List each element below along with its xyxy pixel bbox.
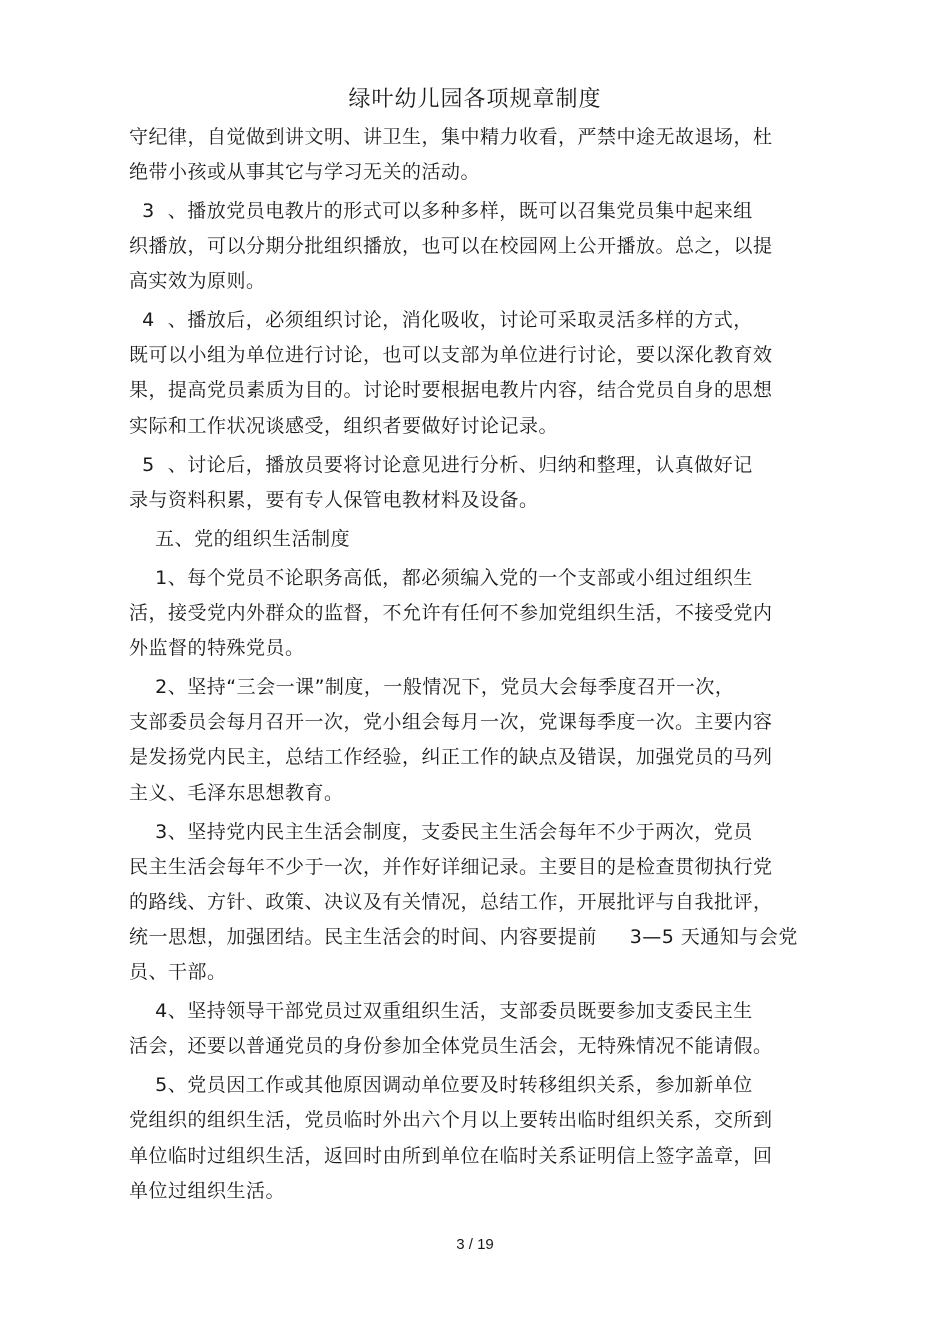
text-line: 1、每个党员不论职务高低，都必须编入党的一个支部或小组过组织生 bbox=[129, 567, 753, 589]
text-line: 4 、播放后，必须组织讨论，消化吸收，讨论可采取灵活多样的方式， bbox=[129, 309, 753, 331]
text-line: 活，接受党内外群众的监督，不允许有任何不参加党组织生活，不接受党内 bbox=[129, 602, 773, 624]
text-line: 单位临时过组织生活，返回时由所到单位在临时关系证明信上签字盖章，回 bbox=[129, 1145, 773, 1167]
text-line: 高实效为原则。 bbox=[129, 270, 266, 292]
text-line: 录与资料积累，要有专人保管电教材料及设备。 bbox=[129, 489, 539, 511]
text-line: 守纪律，自觉做到讲文明、讲卫生，集中精力收看，严禁中途无故退场，杜 bbox=[129, 126, 773, 148]
text-line: 主义、毛泽东思想教育。 bbox=[129, 782, 344, 804]
text-line: 实际和工作状况谈感受，组织者要做好讨论记录。 bbox=[129, 415, 559, 437]
text-line: 员、干部。 bbox=[129, 961, 227, 983]
document-title: 绿叶幼儿园各项规章制度 bbox=[348, 87, 602, 112]
text-line: 五、党的组织生活制度 bbox=[129, 528, 351, 550]
text-line: 5、党员因工作或其他原因调动单位要及时转移组织关系，参加新单位 bbox=[129, 1074, 753, 1096]
text-line: 3、坚持党内民主生活会制度，支委民主生活会每年不少于两次，党员 bbox=[129, 821, 753, 843]
text-line: 5 、讨论后，播放员要将讨论意见进行分析、归纳和整理，认真做好记 bbox=[129, 454, 753, 476]
text-line: 统一思想，加强团结。民主生活会的时间、内容要提前 3—5 天通知与会党 bbox=[129, 926, 798, 948]
text-line: 活会，还要以普通党员的身份参加全体党员生活会，无特殊情况不能请假。 bbox=[129, 1035, 773, 1057]
text-line: 4、坚持领导干部党员过双重组织生活，支部委员既要参加支委民主生 bbox=[129, 1000, 753, 1022]
text-line: 党组织的组织生活，党员临时外出六个月以上要转出临时组织关系，交所到 bbox=[129, 1109, 773, 1131]
text-line: 支部委员会每月召开一次，党小组会每月一次，党课每季度一次。主要内容 bbox=[129, 711, 773, 733]
text-line: 既可以小组为单位进行讨论，也可以支部为单位进行讨论，要以深化教育效 bbox=[129, 344, 773, 366]
text-line: 是发扬党内民主，总结工作经验，纠正工作的缺点及错误，加强党员的马列 bbox=[129, 746, 773, 768]
text-line: 单位过组织生活。 bbox=[129, 1180, 286, 1202]
text-line: 绝带小孩或从事其它与学习无关的活动。 bbox=[129, 161, 481, 183]
text-line: 2、坚持“三会一课”制度，一般情况下，党员大会每季度召开一次， bbox=[129, 676, 735, 698]
text-line: 果，提高党员素质为目的。讨论时要根据电教片内容，结合党员自身的思想 bbox=[129, 379, 773, 401]
text-line: 3 、播放党员电教片的形式可以多种多样，既可以召集党员集中起来组 bbox=[129, 200, 753, 222]
text-line: 的路线、方针、政策、决议及有关情况，总结工作，开展批评与自我批评， bbox=[129, 891, 773, 913]
text-line: 民主生活会每年不少于一次，并作好详细记录。主要目的是检查贯彻执行党 bbox=[129, 856, 773, 878]
text-line: 外监督的特殊党员。 bbox=[129, 637, 305, 659]
text-line: 织播放，可以分期分批组织播放，也可以在校园网上公开播放。总之，以提 bbox=[129, 235, 773, 257]
page-indicator: 3 / 19 bbox=[456, 1236, 494, 1253]
